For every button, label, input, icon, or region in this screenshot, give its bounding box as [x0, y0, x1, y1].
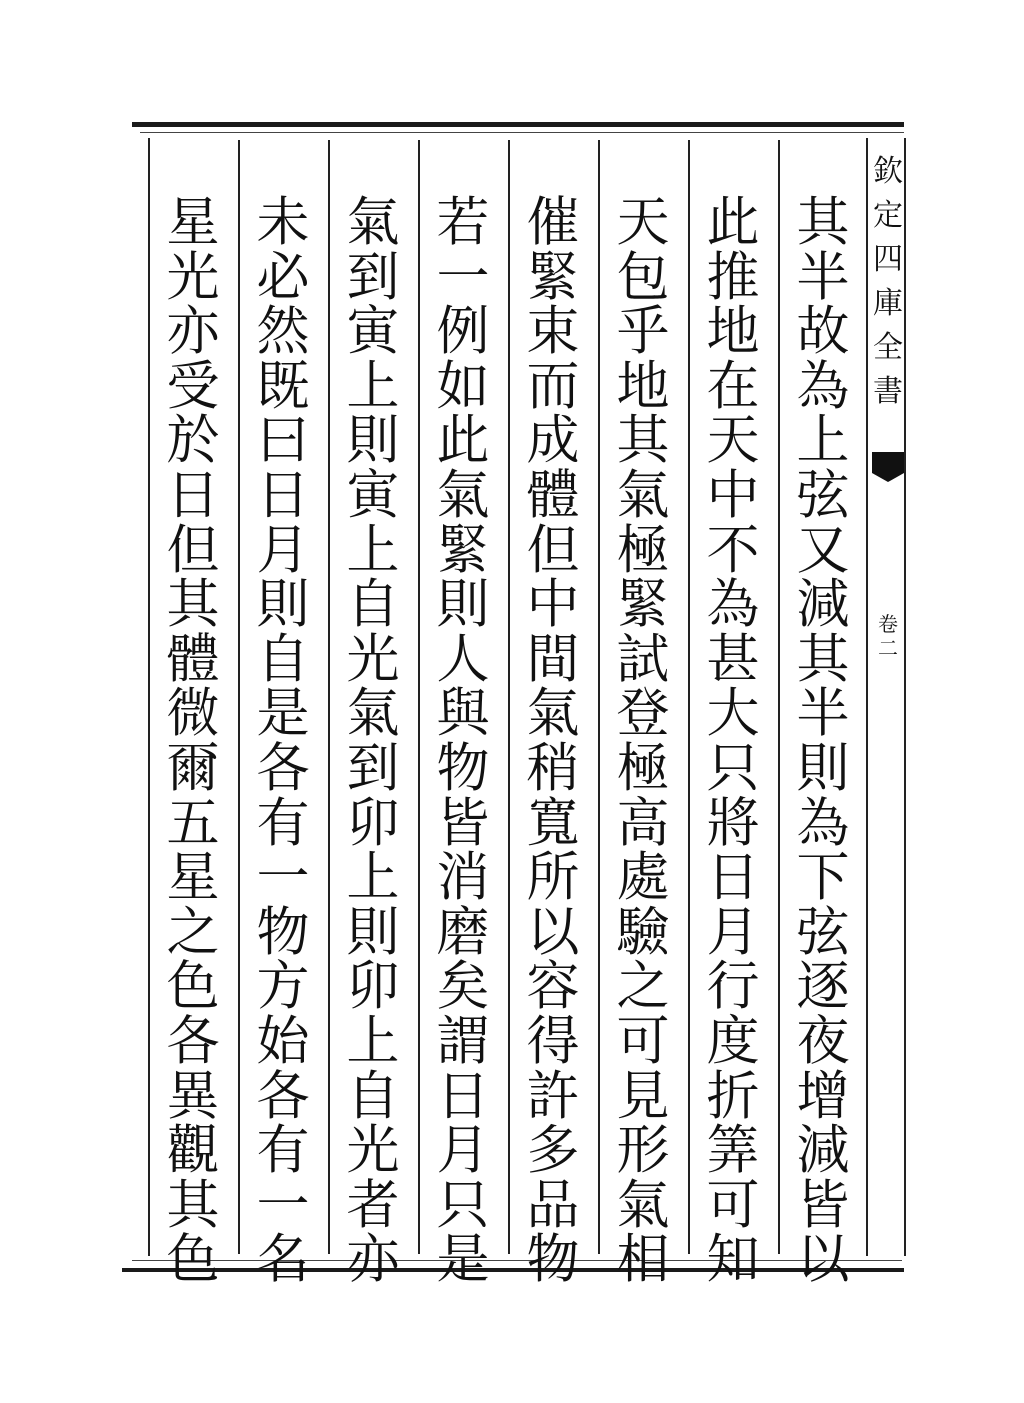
character: 以	[526, 901, 580, 963]
character: 體	[526, 464, 580, 526]
character: 體	[166, 628, 220, 690]
character: 此	[436, 410, 490, 472]
character: 月	[706, 901, 760, 963]
character: 寬	[526, 792, 580, 854]
character: 各	[166, 1010, 220, 1072]
character: 各	[256, 737, 310, 799]
column-divider	[328, 140, 330, 1254]
character: 若	[436, 192, 490, 253]
character: 者	[346, 1174, 400, 1236]
character: 欽	[873, 154, 903, 189]
character: 大	[706, 683, 760, 745]
character: 推	[706, 246, 760, 308]
character: 減	[796, 574, 850, 636]
character: 以	[796, 1229, 850, 1291]
character: 可	[616, 1010, 670, 1072]
column-divider	[508, 140, 510, 1254]
character: 催	[526, 192, 580, 253]
character: 折	[706, 1065, 760, 1127]
character: 則	[346, 410, 400, 472]
character: 人	[436, 628, 490, 690]
character: 日	[706, 847, 760, 909]
character: 四	[873, 242, 903, 277]
character: 不	[706, 519, 760, 581]
character: 亦	[166, 301, 220, 363]
character: 氣	[436, 464, 490, 526]
volume-label	[876, 612, 900, 660]
character: 所	[526, 847, 580, 909]
character: 光	[346, 628, 400, 690]
column-divider	[238, 140, 240, 1254]
character: 上	[346, 519, 400, 581]
character: 度	[706, 1010, 760, 1072]
character: 緊	[526, 246, 580, 308]
character: 登	[616, 683, 670, 745]
character: 上	[796, 410, 850, 472]
character: 自	[256, 628, 310, 690]
character: 是	[436, 1229, 490, 1291]
character: 故	[796, 301, 850, 363]
character: 卷	[878, 612, 898, 636]
character: 自	[346, 1065, 400, 1127]
character: 極	[616, 737, 670, 799]
character: 矣	[436, 956, 490, 1018]
character: 一	[256, 847, 310, 909]
character: 到	[346, 246, 400, 308]
character: 半	[796, 246, 850, 308]
character: 而	[526, 355, 580, 417]
character: 上	[346, 847, 400, 909]
character: 形	[616, 1120, 670, 1182]
character: 只	[706, 737, 760, 799]
character: 方	[256, 956, 310, 1018]
character: 此	[706, 192, 760, 253]
character: 日	[256, 464, 310, 526]
character: 異	[166, 1065, 220, 1127]
text-column-8	[158, 192, 228, 1291]
character: 稍	[526, 737, 580, 799]
character: 既	[256, 355, 310, 417]
character: 為	[706, 574, 760, 636]
character: 地	[706, 301, 760, 363]
character: 有	[256, 1120, 310, 1182]
character: 筭	[706, 1120, 760, 1182]
character: 各	[256, 1065, 310, 1127]
character: 夜	[796, 1010, 850, 1072]
character: 光	[166, 246, 220, 308]
character: 於	[166, 410, 220, 472]
character: 處	[616, 847, 670, 909]
character: 但	[166, 519, 220, 581]
character: 始	[256, 1010, 310, 1072]
character: 爾	[166, 737, 220, 799]
character: 逐	[796, 956, 850, 1018]
character: 減	[796, 1120, 850, 1182]
character: 全	[873, 330, 903, 365]
character: 成	[526, 410, 580, 472]
character: 卯	[346, 956, 400, 1018]
character: 為	[796, 792, 850, 854]
character: 則	[436, 574, 490, 636]
character: 皆	[796, 1174, 850, 1236]
character: 高	[616, 792, 670, 854]
character: 消	[436, 847, 490, 909]
character: 見	[616, 1065, 670, 1127]
character: 氣	[346, 192, 400, 253]
character: 是	[256, 683, 310, 745]
column-divider	[598, 140, 600, 1254]
character: 必	[256, 246, 310, 308]
character: 容	[526, 956, 580, 1018]
character: 月	[436, 1120, 490, 1182]
character: 日	[436, 1065, 490, 1127]
character: 二	[878, 636, 898, 660]
character: 物	[256, 901, 310, 963]
character: 皆	[436, 792, 490, 854]
character: 可	[706, 1174, 760, 1236]
character: 增	[796, 1065, 850, 1127]
character: 磨	[436, 901, 490, 963]
character: 如	[436, 355, 490, 417]
character: 星	[166, 847, 220, 909]
character: 氣	[616, 1174, 670, 1236]
character: 在	[706, 355, 760, 417]
character: 受	[166, 355, 220, 417]
character: 間	[526, 628, 580, 690]
character: 緊	[436, 519, 490, 581]
character: 上	[346, 1010, 400, 1072]
character: 氣	[526, 683, 580, 745]
character: 氣	[616, 464, 670, 526]
character: 多	[526, 1120, 580, 1182]
character: 有	[256, 792, 310, 854]
character: 未	[256, 192, 310, 253]
character: 其	[796, 192, 850, 253]
character: 其	[166, 574, 220, 636]
character: 亦	[346, 1229, 400, 1291]
character: 又	[796, 519, 850, 581]
character: 與	[436, 683, 490, 745]
character: 庫	[873, 286, 903, 321]
character: 相	[616, 1229, 670, 1291]
character: 星	[166, 192, 220, 253]
character: 則	[346, 901, 400, 963]
character: 物	[436, 737, 490, 799]
character: 甚	[706, 628, 760, 690]
character: 到	[346, 737, 400, 799]
character: 月	[256, 519, 310, 581]
column-divider	[688, 140, 690, 1254]
character: 一	[436, 246, 490, 308]
character: 寅	[346, 464, 400, 526]
character: 則	[796, 737, 850, 799]
character: 物	[526, 1229, 580, 1291]
top-border-rule	[132, 122, 904, 127]
character: 但	[526, 519, 580, 581]
character: 觀	[166, 1120, 220, 1182]
character: 色	[166, 1229, 220, 1291]
character: 定	[873, 198, 903, 233]
character: 一	[256, 1174, 310, 1236]
character: 五	[166, 792, 220, 854]
character: 許	[526, 1065, 580, 1127]
character: 弦	[796, 901, 850, 963]
character: 半	[796, 683, 850, 745]
character: 天	[706, 410, 760, 472]
character: 驗	[616, 901, 670, 963]
character: 知	[706, 1229, 760, 1291]
character: 其	[166, 1174, 220, 1236]
character: 曰	[256, 410, 310, 472]
character: 極	[616, 519, 670, 581]
character: 其	[796, 628, 850, 690]
character: 為	[796, 355, 850, 417]
character: 上	[346, 355, 400, 417]
character: 地	[616, 355, 670, 417]
character: 中	[706, 464, 760, 526]
text-column-7	[248, 192, 318, 1291]
character: 緊	[616, 574, 670, 636]
column-divider	[418, 140, 420, 1254]
character: 天	[616, 192, 670, 253]
character: 微	[166, 683, 220, 745]
character: 書	[873, 374, 903, 409]
text-column-2	[698, 192, 768, 1291]
character: 只	[436, 1174, 490, 1236]
top-border-thin-rule	[140, 132, 904, 133]
character: 色	[166, 956, 220, 1018]
character: 然	[256, 301, 310, 363]
text-column-3	[608, 192, 678, 1291]
character: 得	[526, 1010, 580, 1072]
text-column-4	[518, 192, 588, 1291]
character: 之	[616, 956, 670, 1018]
character: 品	[526, 1174, 580, 1236]
character: 謂	[436, 1010, 490, 1072]
character: 乎	[616, 301, 670, 363]
character: 弦	[796, 464, 850, 526]
character: 下	[796, 847, 850, 909]
character: 例	[436, 301, 490, 363]
character: 自	[346, 574, 400, 636]
text-column-1	[788, 192, 858, 1291]
character: 卯	[346, 792, 400, 854]
character: 其	[616, 410, 670, 472]
character: 之	[166, 901, 220, 963]
character: 將	[706, 792, 760, 854]
character: 名	[256, 1229, 310, 1291]
character: 包	[616, 246, 670, 308]
column-divider	[778, 140, 780, 1254]
character: 氣	[346, 683, 400, 745]
character: 行	[706, 956, 760, 1018]
character: 試	[616, 628, 670, 690]
text-column-6	[338, 192, 408, 1291]
bottom-border-rule	[122, 1268, 904, 1272]
character: 中	[526, 574, 580, 636]
character: 寅	[346, 301, 400, 363]
text-column-5	[428, 192, 498, 1291]
character: 則	[256, 574, 310, 636]
book-title	[872, 150, 904, 414]
character: 日	[166, 464, 220, 526]
character: 束	[526, 301, 580, 363]
character: 光	[346, 1120, 400, 1182]
